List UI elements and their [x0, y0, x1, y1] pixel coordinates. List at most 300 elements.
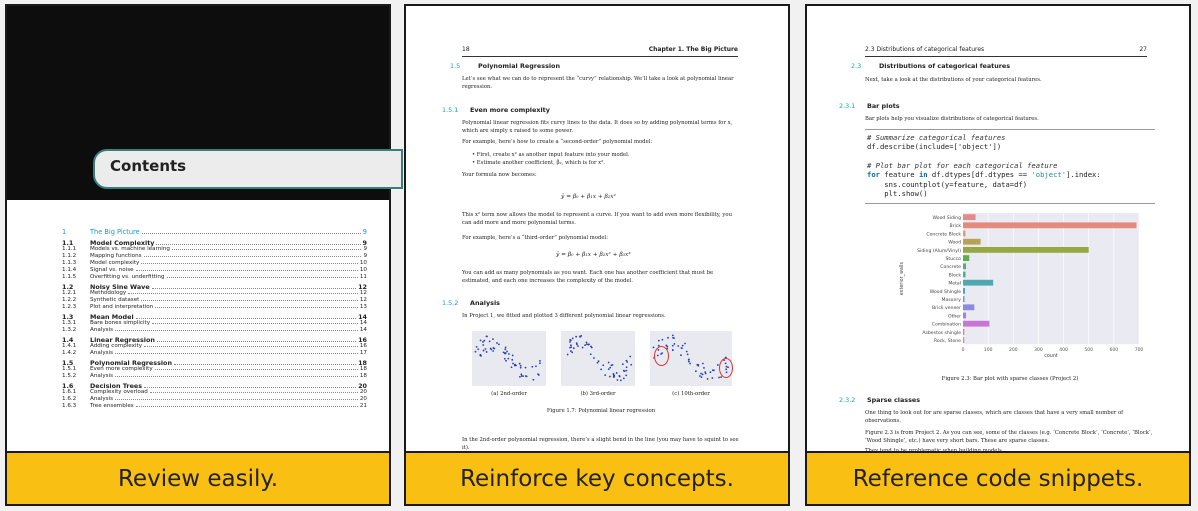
scatter-point	[684, 343, 686, 345]
scatter-point	[519, 376, 521, 378]
toc-leader-dots	[144, 346, 358, 347]
toc-entry	[62, 336, 367, 343]
toc-entry	[62, 253, 367, 260]
scatter-point	[571, 351, 573, 353]
scatter-point	[609, 367, 611, 369]
toc-entry-number: 1.5	[62, 359, 74, 367]
scatter-point	[593, 357, 595, 359]
table-of-contents	[62, 228, 367, 410]
bar	[963, 329, 964, 335]
category-label: Wood Siding	[932, 216, 961, 221]
scatter-point	[485, 348, 487, 350]
toc-entry-title: Bare bones simplicity	[90, 320, 151, 326]
toc-entry-title: Mean Model	[90, 313, 134, 321]
toc-entry-page: 20	[358, 382, 367, 390]
toc-entry-title: Signal vs. noise	[90, 267, 134, 273]
toc-entry-page: 16	[358, 336, 367, 344]
scatter-point	[672, 349, 674, 351]
scatter-point	[618, 375, 620, 377]
scatter-point	[522, 375, 524, 377]
code-page	[807, 6, 1189, 451]
scatter-point	[569, 339, 571, 341]
toc-entry	[62, 403, 367, 410]
toc-entry-title: Polynomial Regression	[90, 359, 173, 367]
toc-entry-page: 20	[359, 389, 367, 395]
bar	[963, 255, 969, 261]
scatter-point	[507, 358, 509, 360]
toc-entry-title: Model Complexity	[90, 239, 155, 247]
scatter-point	[535, 365, 537, 367]
paragraph: Next, take a look at the distributions of your categorical features.	[865, 77, 1042, 83]
toc-entry-number: 1.1.2	[62, 253, 77, 259]
scatter-point	[604, 374, 606, 376]
toc-entry-number: 1.4.1	[62, 343, 77, 349]
scatter-point	[577, 345, 579, 347]
contents-title: Contents	[110, 157, 187, 175]
toc-entry-number: 1.3.2	[62, 327, 77, 333]
toc-entry-number: 1.5.1	[62, 366, 77, 372]
toc-entry-number: 1	[62, 228, 67, 236]
bullet-item: • Estimate another coefficient, β₂, which is for x².	[472, 160, 605, 166]
toc-entry-page: 9	[363, 246, 367, 252]
code-comment: # Plot bar plot for each categorical feature	[867, 161, 1058, 171]
scatter-point	[672, 345, 674, 347]
scatter-point	[672, 334, 674, 336]
scatter-point	[492, 338, 494, 340]
toc-entry-number: 1.3.1	[62, 320, 77, 326]
scatter-point	[506, 351, 508, 353]
scatter-point	[582, 347, 584, 349]
scatter-point	[612, 364, 614, 366]
scatter-point	[476, 346, 478, 348]
scatter-point	[525, 367, 527, 369]
toc-entry-number: 1.6.1	[62, 389, 77, 395]
bullet-item: • First, create x² as another input feature into your model.	[472, 152, 630, 158]
figure-2nd-order-plot	[472, 331, 546, 386]
scatter-point	[666, 346, 668, 348]
page-number: 27	[1139, 46, 1147, 53]
toc-entry	[62, 290, 367, 297]
scatter-point	[586, 341, 588, 343]
scatter-point	[570, 350, 572, 352]
toc-entry-title: Mapping functions	[90, 253, 142, 259]
scatter-point	[483, 350, 485, 352]
scatter-point	[590, 353, 592, 355]
bar-plot-figure	[867, 209, 1157, 369]
subsection-heading: 1.5.2 Analysis	[442, 299, 500, 307]
figure-caption: Figure 1.7: Polynomial linear regression	[546, 408, 656, 414]
toc-entry	[62, 267, 367, 274]
scatter-point	[520, 373, 522, 375]
scatter-point	[688, 361, 690, 363]
scatter-point	[697, 365, 699, 367]
paragraph: For example, here’s a “third-order” polynomial model:	[462, 235, 608, 241]
toc-entry-title: Noisy Sine Wave	[90, 283, 150, 291]
toc-leader-dots	[152, 288, 356, 289]
code-line: plt.show()	[867, 189, 928, 199]
scatter-point	[492, 347, 494, 349]
scatter-point	[486, 335, 488, 337]
toc-entry	[62, 239, 367, 246]
toc-entry-page: 11	[359, 274, 367, 280]
scatter-point	[617, 379, 619, 381]
scatter-point	[539, 362, 541, 364]
category-label: Concrete	[940, 265, 961, 271]
scatter-point	[570, 344, 572, 346]
scatter-point	[677, 345, 679, 347]
toc-entry-number: 1.6	[62, 382, 74, 390]
scatter-point	[579, 336, 581, 338]
scatter-point	[623, 377, 625, 379]
paragraph: In Project 1, we fitted and plotted 3 different polynomial linear regressions.	[462, 313, 666, 319]
bar	[963, 222, 1136, 228]
scatter-point	[508, 353, 510, 355]
scatter-point	[616, 372, 618, 374]
paragraph: You can add as many polynomials as you want. Each one has another coefficient that must be estimated, and each one increases the complexity of the model.	[462, 270, 714, 284]
bar	[963, 337, 964, 343]
toc-leader-dots	[115, 353, 358, 354]
scatter-point	[620, 379, 622, 381]
toc-leader-dots	[150, 392, 358, 393]
toc-leader-dots	[136, 270, 358, 271]
scatter-point	[512, 363, 514, 365]
toc-leader-dots	[136, 406, 358, 407]
paragraph: In the 2nd-order polynomial regression, there’s a slight bend in the line (you may have to squint to see it).	[462, 437, 739, 451]
scatter-point	[625, 370, 627, 372]
toc-entry-title: Synthetic dataset	[90, 297, 140, 303]
toc-entry-page: 18	[358, 359, 367, 367]
scatter-point	[539, 360, 541, 362]
bar	[963, 247, 1089, 253]
toc-entry	[62, 359, 367, 366]
toc-entry	[62, 373, 367, 380]
bar	[963, 214, 976, 220]
scatter-point	[520, 367, 522, 369]
scatter-point	[622, 363, 624, 365]
toc-entry-page: 17	[359, 350, 367, 356]
bar	[963, 239, 981, 245]
toc-leader-dots	[115, 376, 358, 377]
toc-entry-title: Analysis	[90, 350, 114, 356]
scatter-point	[505, 352, 507, 354]
toc-entry	[62, 246, 367, 253]
scatter-point	[477, 348, 479, 350]
toc-leader-dots	[115, 399, 358, 400]
code-block-top-rule	[865, 129, 1155, 130]
toc-entry-title: Tree ensembles	[90, 403, 134, 409]
toc-entry	[62, 274, 367, 281]
category-label: Metal	[948, 281, 961, 287]
scatter-point	[702, 374, 704, 376]
toc-entry-page: 18	[359, 373, 367, 379]
toc-leader-dots	[141, 263, 358, 264]
code-line: df.describe(include=['object'])	[867, 142, 1002, 152]
x-tick-label: 700	[1134, 348, 1144, 354]
scatter-point	[700, 373, 702, 375]
scatter-point	[520, 365, 522, 367]
highlight-circle	[654, 346, 669, 366]
scatter-point	[681, 347, 683, 349]
scatter-point	[531, 366, 533, 368]
equation: ŷ = β₀ + β₁x + β₂x²	[561, 194, 616, 200]
toc-entry-page: 18	[359, 366, 367, 372]
toc-leader-dots	[144, 387, 356, 388]
scatter-point	[590, 346, 592, 348]
scatter-point	[625, 374, 627, 376]
scatter-point	[687, 353, 689, 355]
paragraph: This x² term now allows the model to represent a curve. If you want to add even more flexibility, you can add more and more polynomial terms.	[462, 212, 733, 226]
toc-entry-title: Adding complexity	[90, 343, 143, 349]
running-header: 2.3 Distributions of categorical features	[865, 46, 985, 53]
toc-entry-number: 1.1.4	[62, 267, 77, 273]
toc-entry-number: 1.3	[62, 313, 74, 321]
toc-entry	[62, 313, 367, 320]
category-label: Rock, Stone	[933, 339, 961, 344]
scatter-point	[613, 373, 615, 375]
toc-entry-title: Model complexity	[90, 260, 140, 266]
toc-entry-page: 21	[359, 403, 367, 409]
toc-entry-number: 1.1.3	[62, 260, 77, 266]
scatter-point	[567, 354, 569, 356]
running-header: Chapter 1. The Big Picture	[648, 46, 738, 53]
toc-leader-dots	[144, 256, 362, 257]
bar	[963, 263, 966, 269]
subfigure-caption: (a) 2nd-order	[491, 391, 527, 397]
toc-entry-number: 1.2.1	[62, 290, 77, 296]
toc-page	[7, 6, 389, 451]
scatter-point	[608, 368, 610, 370]
scatter-point	[492, 350, 494, 352]
toc-entry-number: 1.1.1	[62, 246, 77, 252]
scatter-point	[704, 371, 706, 373]
toc-preview-panel	[5, 4, 391, 506]
caption-reference: Reference code snippets.	[807, 451, 1189, 504]
toc-entry-title: Analysis	[90, 327, 114, 333]
x-tick-label: 100	[983, 348, 993, 354]
paragraph: Figure 2.3 is from Project 2. As you can see, some of the classes (e.g. ‘Concrete Block’, ‘Concrete’, ‘Block’, ‘Wood Shingle’, etc.) have very short bars. These are sparse classes.	[865, 430, 1153, 444]
code-block-bottom-rule	[865, 203, 1155, 204]
toc-leader-dots	[174, 364, 356, 365]
scatter-point	[623, 370, 625, 372]
scatter-point	[537, 373, 539, 375]
toc-leader-dots	[115, 330, 358, 331]
toc-entry	[62, 343, 367, 350]
toc-entry	[62, 382, 367, 389]
scatter-point	[702, 363, 704, 365]
toc-entry-title: Complexity overload	[90, 389, 148, 395]
bar	[963, 296, 965, 302]
toc-entry-title: Decision Trees	[90, 382, 143, 390]
toc-entry-number: 1.2.3	[62, 304, 77, 310]
toc-entry-number: 1.2	[62, 283, 74, 291]
toc-entry-title: Methodology	[90, 290, 127, 296]
x-tick-label: 500	[1084, 348, 1094, 354]
scatter-point	[572, 338, 574, 340]
plot-background	[963, 213, 1139, 344]
scatter-point	[505, 360, 507, 362]
toc-entry	[62, 396, 367, 403]
toc-entry	[62, 350, 367, 357]
scatter-point	[496, 342, 498, 344]
category-label: Concrete Block	[926, 232, 961, 238]
scatter-point	[661, 339, 663, 341]
scatter-point	[680, 354, 682, 356]
toc-entry-title: Linear Regression	[90, 336, 155, 344]
bar	[963, 288, 965, 294]
toc-entry	[62, 366, 367, 373]
toc-entry-page: 9	[362, 239, 367, 247]
toc-entry-number: 1.1.5	[62, 274, 77, 280]
scatter-point	[609, 376, 611, 378]
x-tick-label: 600	[1109, 348, 1119, 354]
scatter-point	[672, 337, 674, 339]
scatter-point	[626, 366, 628, 368]
concept-preview-panel	[404, 4, 790, 506]
x-tick-label: 200	[1008, 348, 1018, 354]
scatter-point	[682, 345, 684, 347]
highlight-circle	[719, 358, 733, 378]
paragraph: Polynomial linear regression fits curvy lines to the data. It does so by adding polynomial terms for x, which are simply x raised to some power.	[462, 120, 733, 134]
category-label: Other	[947, 314, 961, 320]
toc-entry	[62, 283, 367, 290]
toc-entry	[62, 320, 367, 327]
scatter-point	[475, 351, 477, 353]
caption-review: Review easily.	[7, 451, 389, 504]
scatter-point	[695, 370, 697, 372]
scatter-point	[686, 351, 688, 353]
toc-entry-page: 14	[359, 327, 367, 333]
toc-entry	[62, 297, 367, 304]
code-block	[867, 133, 1101, 199]
toc-leader-dots	[156, 244, 360, 245]
scatter-point	[608, 362, 610, 364]
x-tick-label: 400	[1059, 348, 1068, 354]
scatter-point	[570, 346, 572, 348]
toc-leader-dots	[167, 277, 358, 278]
category-label: Brick	[949, 224, 961, 230]
category-label: Wood	[948, 240, 961, 246]
scatter-point	[689, 363, 691, 365]
paragraph: Let’s see what we can do to represent the “curvy” relationship. We’ll take a look at polynomial linear regression.	[462, 76, 734, 90]
toc-entry-number: 1.2.2	[62, 297, 77, 303]
category-label: Siding (Alum/Vinyl)	[917, 248, 961, 254]
scatter-point	[483, 340, 485, 342]
scatter-point	[489, 340, 491, 342]
toc-leader-dots	[152, 323, 358, 324]
toc-entry-page: 13	[359, 304, 367, 310]
toc-entry-title: The Big Picture	[90, 228, 140, 236]
scatter-point	[519, 363, 521, 365]
category-label: Block	[948, 273, 961, 279]
toc-leader-dots	[136, 318, 356, 319]
x-axis-label: count	[1044, 354, 1058, 360]
toc-entry	[62, 389, 367, 396]
scatter-point	[511, 359, 513, 361]
scatter-point	[703, 367, 705, 369]
toc-leader-dots	[172, 249, 362, 250]
scatter-point	[505, 346, 507, 348]
toc-entry-title: Overfitting vs. underfitting	[90, 274, 165, 280]
toc-entry-title: Models vs. machine learning	[90, 246, 170, 252]
subfigure-caption: (c) 10th-order	[672, 391, 710, 397]
paragraph: One thing to look out for are sparse classes, which are classes that have a very small number of observations.	[865, 410, 1124, 424]
header-rule	[462, 56, 738, 57]
scatter-point	[688, 359, 690, 361]
toc-leader-dots	[141, 300, 358, 301]
toc-entry	[62, 304, 367, 311]
scatter-point	[504, 348, 506, 350]
section-heading: 2.3 Distributions of categorical features	[851, 62, 1011, 70]
scatter-point	[482, 344, 484, 346]
code-comment: # Summarize categorical features	[867, 133, 1006, 142]
toc-entry-number: 1.1	[62, 239, 74, 247]
equation: ŷ = β₀ + β₁x + β₂x² + β₃x³	[556, 252, 631, 258]
category-label: Wood Shingle	[929, 289, 961, 295]
toc-entry-title: Analysis	[90, 396, 114, 402]
scatter-point	[514, 365, 516, 367]
scatter-point	[658, 340, 660, 342]
scatter-point	[600, 369, 602, 371]
toc-entry-page: 16	[359, 343, 367, 349]
x-tick-label: 300	[1034, 348, 1043, 354]
toc-entry	[62, 327, 367, 334]
toc-entry-number: 1.6.3	[62, 403, 77, 409]
paragraph: Your formula now becomes:	[462, 172, 537, 178]
bar	[963, 321, 989, 327]
toc-leader-dots	[155, 369, 358, 370]
scatter-point	[482, 341, 484, 343]
code-preview-panel	[805, 4, 1191, 506]
scatter-point	[525, 375, 527, 377]
scatter-point	[486, 351, 488, 353]
scatter-point	[480, 355, 482, 357]
toc-entry-number: 1.4.2	[62, 350, 77, 356]
toc-entry-page: 12	[359, 297, 367, 303]
category-label: Stucco	[945, 257, 961, 262]
paragraph: For example, here’s how to create a “second-order” polynomial model:	[462, 139, 653, 145]
scatter-point	[504, 358, 506, 360]
scatter-point	[511, 366, 513, 368]
scatter-point	[626, 360, 628, 362]
y-axis-label: exterior_walls	[900, 262, 905, 296]
code-line: sns.countplot(y=feature, data=df)	[867, 179, 1028, 189]
toc-entry-title: Analysis	[90, 373, 114, 379]
scatter-point	[598, 360, 600, 362]
toc-entry-page: 10	[359, 267, 367, 273]
bar	[963, 280, 993, 286]
category-label: Masonry	[941, 298, 961, 303]
toc-entry-number: 1.4	[62, 336, 74, 344]
caption-reinforce: Reinforce key concepts.	[406, 451, 788, 504]
subfigure-caption: (b) 3rd-order	[580, 391, 616, 397]
scatter-point	[630, 364, 632, 366]
scatter-point	[597, 362, 599, 364]
subsection-heading: 2.3.1 Bar plots	[839, 102, 900, 110]
concept-page	[406, 6, 788, 451]
toc-entry-page: 12	[358, 283, 367, 291]
scatter-point	[490, 348, 492, 350]
page-number: 18	[462, 46, 470, 53]
toc-leader-dots	[155, 307, 358, 308]
scatter-point	[712, 369, 714, 371]
scatter-point	[711, 377, 713, 379]
toc-entry-page: 12	[359, 290, 367, 296]
scatter-point	[613, 376, 615, 378]
scatter-point	[569, 341, 571, 343]
toc-entry-title: Even more complexity	[90, 366, 153, 372]
section-heading: 1.5 Polynomial Regression	[450, 62, 561, 70]
bar	[963, 304, 974, 310]
